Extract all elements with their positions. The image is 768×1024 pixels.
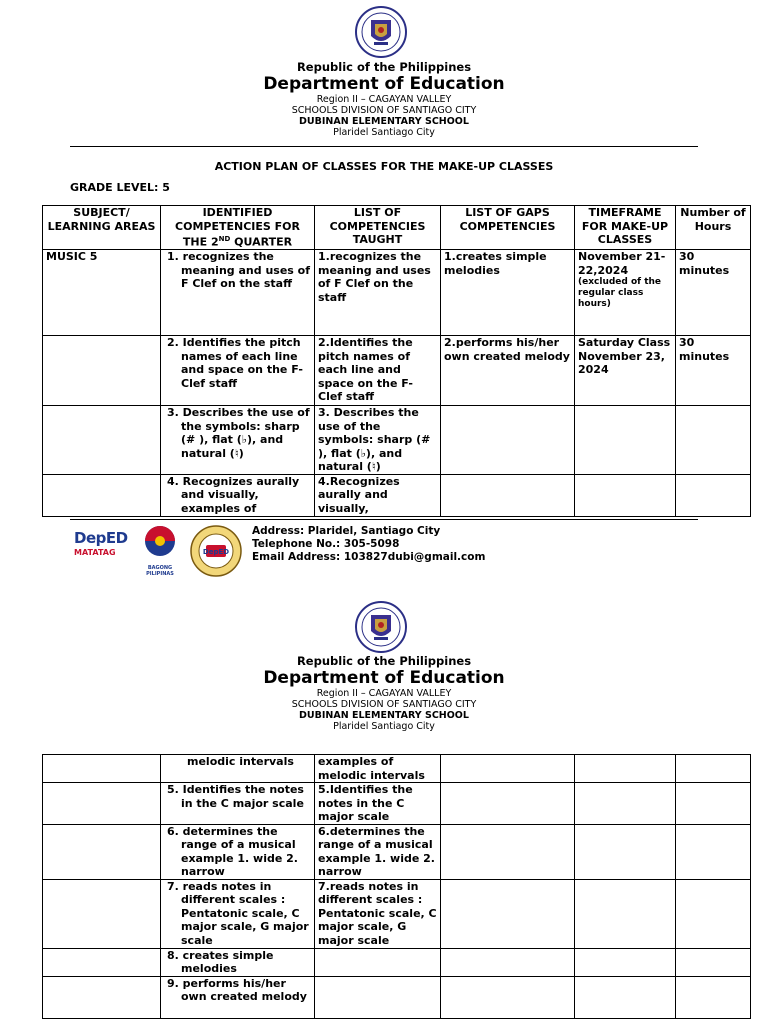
cell-timeframe xyxy=(575,879,676,948)
cell-timeframe xyxy=(575,783,676,825)
header-hours: Number of Hours xyxy=(676,206,751,250)
cell-competency: 2. Identifies the pitch names of each line and space on the F-Clef staff xyxy=(161,336,315,406)
cell-timeframe: November 21-22,2024 (excluded of the regular class hours) xyxy=(575,250,676,336)
school-seal-text: DepED xyxy=(202,548,230,556)
header-taught: LIST OF COMPETENCIES TAUGHT xyxy=(315,206,441,250)
republic-text: Republic of the Philippines xyxy=(296,60,472,74)
cell-hours: 30 minutes xyxy=(676,336,751,406)
cell-competency: 9. performs his/her own created melody xyxy=(161,976,315,1018)
cell-hours xyxy=(676,755,751,783)
school-seal-icon xyxy=(190,525,242,577)
letterhead xyxy=(0,61,768,138)
telephone-text: Telephone No.: 305-5098 xyxy=(252,538,400,550)
school-seal-logo xyxy=(190,525,242,581)
deped-matatag-logo: DepED MATATAG xyxy=(74,529,128,557)
cell-hours xyxy=(676,783,751,825)
cell-timeframe xyxy=(575,976,676,1018)
cell-subject: MUSIC 5 xyxy=(43,250,161,336)
cell-gap: 2.performs his/her own created melody xyxy=(441,336,575,406)
grade-level: GRADE LEVEL: 5 xyxy=(70,181,170,194)
cell-gap xyxy=(441,783,575,825)
cell-gap xyxy=(441,406,575,475)
cell-competency: 3. Describes the use of the symbols: sharp (# ), flat (♭), and natural (♮) xyxy=(161,406,315,475)
cell-timeframe: Saturday Class November 23, 2024 xyxy=(575,336,676,406)
school-name: DUBINAN ELEMENTARY SCHOOL xyxy=(299,115,469,127)
cell-subject xyxy=(43,824,161,879)
table-row xyxy=(43,948,751,976)
division-text: SCHOOLS DIVISION OF SANTIAGO CITY xyxy=(291,698,477,710)
cell-gap xyxy=(441,824,575,879)
cell-timeframe xyxy=(575,755,676,783)
action-plan-table-continued xyxy=(42,754,751,1019)
header-subject: SUBJECT/ LEARNING AREAS xyxy=(43,206,161,250)
cell-subject xyxy=(43,474,161,516)
cell-hours xyxy=(676,976,751,1018)
cell-gap xyxy=(441,976,575,1018)
table-row xyxy=(43,336,751,406)
cell-timeframe xyxy=(575,406,676,475)
bagong-pilipinas-logo: BAGONG PILIPINAS xyxy=(136,525,184,577)
cell-subject xyxy=(43,755,161,783)
letterhead xyxy=(0,655,768,732)
school-name: DUBINAN ELEMENTARY SCHOOL xyxy=(299,709,469,721)
cell-hours xyxy=(676,948,751,976)
cell-gap xyxy=(441,879,575,948)
page-footer xyxy=(0,519,768,579)
cell-gap xyxy=(441,755,575,783)
school-place: Plaridel Santiago City xyxy=(333,720,435,732)
cell-subject xyxy=(43,336,161,406)
header-divider xyxy=(70,146,698,147)
cell-taught: 5.Identifies the notes in the C major scale xyxy=(315,783,441,825)
cell-gap xyxy=(441,948,575,976)
department-title: Department of Education xyxy=(263,74,505,95)
cell-hours xyxy=(676,879,751,948)
cell-competency: melodic intervals xyxy=(161,755,315,783)
header-timeframe: TIMEFRAME FOR MAKE-UP CLASSES xyxy=(575,206,676,250)
cell-subject xyxy=(43,879,161,948)
table-row xyxy=(43,406,751,475)
header-competencies: IDENTIFIED COMPETENCIES FOR THE 2ND QUARTER xyxy=(161,206,315,250)
contact-block xyxy=(252,525,485,564)
action-plan-table xyxy=(42,205,751,517)
cell-subject xyxy=(43,783,161,825)
page-title: ACTION PLAN OF CLASSES FOR THE MAKE-UP CLASSES xyxy=(214,160,554,173)
cell-taught: 3. Describes the use of the symbols: sharp (# ), flat (♭), and natural (♮) xyxy=(315,406,441,475)
table-row xyxy=(43,879,751,948)
table-row xyxy=(43,250,751,336)
header-gaps: LIST OF GAPS COMPETENCIES xyxy=(441,206,575,250)
table-row xyxy=(43,976,751,1018)
table-row xyxy=(43,824,751,879)
region-text: Region II – CAGAYAN VALLEY xyxy=(316,687,452,699)
cell-taught xyxy=(315,948,441,976)
cell-competency: 7. reads notes in different scales : Pentatonic scale, C major scale, G major scale xyxy=(161,879,315,948)
cell-taught: 1.recognizes the meaning and uses of F Clef on the staff xyxy=(315,250,441,336)
cell-subject xyxy=(43,976,161,1018)
school-place: Plaridel Santiago City xyxy=(333,126,435,138)
department-title: Department of Education xyxy=(263,668,505,689)
cell-subject xyxy=(43,948,161,976)
cell-gap xyxy=(441,474,575,516)
table-row xyxy=(43,474,751,516)
cell-taught: 4.Recognizes aurally and visually, xyxy=(315,474,441,516)
cell-taught: 2.Identifies the pitch names of each line and space on the F-Clef staff xyxy=(315,336,441,406)
email-text: Email Address: 103827dubi@gmail.com xyxy=(252,551,486,563)
deped-seal-icon xyxy=(355,601,407,653)
table-row xyxy=(43,755,751,783)
cell-competency: 6. determines the range of a musical example 1. wide 2. narrow xyxy=(161,824,315,879)
table-row xyxy=(43,783,751,825)
deped-seal-icon xyxy=(355,6,407,58)
cell-hours: 30 minutes xyxy=(676,250,751,336)
footer-divider xyxy=(70,519,698,520)
cell-competency: 5. Identifies the notes in the C major scale xyxy=(161,783,315,825)
address-text: Address: Plaridel, Santiago City xyxy=(252,525,441,537)
cell-competency: 8. creates simple melodies xyxy=(161,948,315,976)
bagong-pilipinas-icon xyxy=(136,525,184,561)
cell-subject xyxy=(43,406,161,475)
cell-hours xyxy=(676,824,751,879)
cell-gap: 1.creates simple melodies xyxy=(441,250,575,336)
cell-taught xyxy=(315,976,441,1018)
cell-taught: 6.determines the range of a musical example 1. wide 2. narrow xyxy=(315,824,441,879)
cell-hours xyxy=(676,406,751,475)
cell-taught: 7.reads notes in different scales : Pentatonic scale, C major scale, G major scale xyxy=(315,879,441,948)
cell-hours xyxy=(676,474,751,516)
table-header-row xyxy=(43,206,751,250)
cell-timeframe xyxy=(575,948,676,976)
cell-timeframe xyxy=(575,824,676,879)
cell-taught: examples of melodic intervals xyxy=(315,755,441,783)
cell-competency: 4. Recognizes aurally and visually, examples of xyxy=(161,474,315,516)
cell-timeframe xyxy=(575,474,676,516)
cell-competency: 1. recognizes the meaning and uses of F Clef on the staff xyxy=(161,250,315,336)
republic-text: Republic of the Philippines xyxy=(296,654,472,668)
region-text: Region II – CAGAYAN VALLEY xyxy=(316,93,452,105)
division-text: SCHOOLS DIVISION OF SANTIAGO CITY xyxy=(291,104,477,116)
